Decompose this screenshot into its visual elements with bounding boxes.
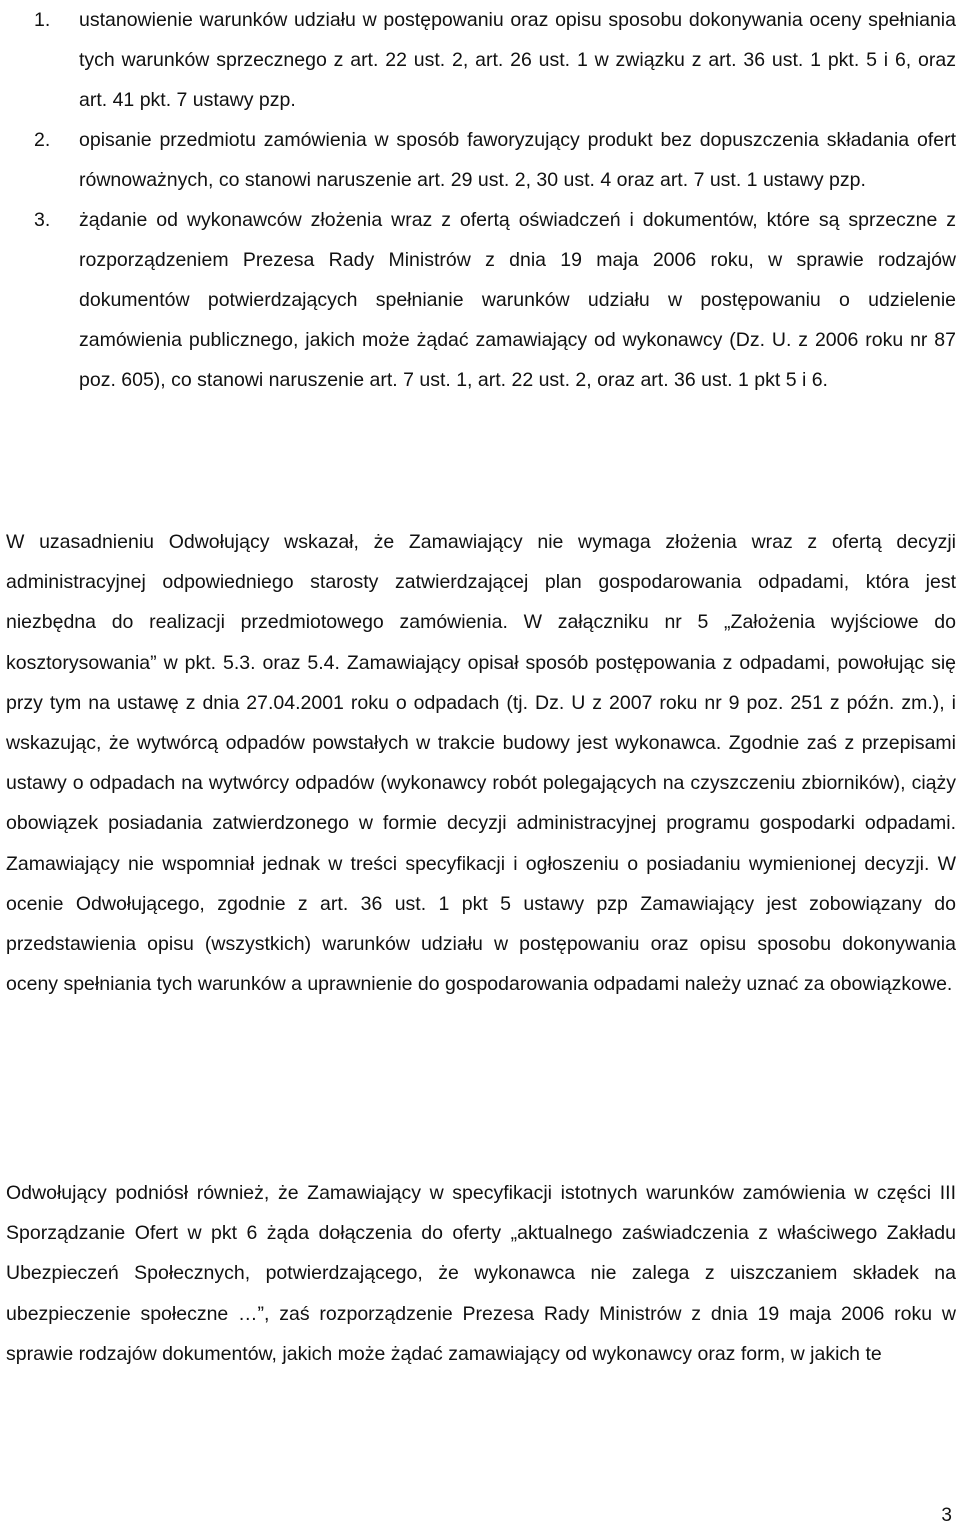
list-item-text: ustanowienie warunków udziału w postępowaniu oraz opisu sposobu dokonywania oceny spełniania tych warunków sprzecznego z art. 22 ust. 2, art. 26 ust. 1 w związku z art. 36 ust. 1 pkt. 5 i 6, oraz art. 41 pkt. 7 ustawy pzp. — [79, 9, 956, 111]
list-item-text: żądanie od wykonawców złożenia wraz z ofertą oświadczeń i dokumentów, które są sprzeczne z rozporządzeniem Prezesa Rady Ministrów z dnia 19 maja 2006 roku, w sprawie rodzajów dokumentów potwierdzających spełnianie warunków udziału w postępowaniu o udzielenie zamówienia publicznego, jakich może żądać zamawiający od wykonawcy (Dz. U. z 2006 roku nr 87 poz. 605), co stanowi naruszenie art. 7 ust. 1, art. 22 ust. 2, oraz art. 36 ust. 1 pkt 5 i 6. — [79, 209, 956, 391]
list-item — [34, 200, 956, 400]
list-item — [34, 120, 956, 200]
page-number: 3 — [941, 1505, 952, 1526]
list-item-number: 1. — [34, 9, 51, 31]
list-item-text: opisanie przedmiotu zamówienia w sposób faworyzujący produkt bez dopuszczenia składania ofert równoważnych, co stanowi naruszenie art. 29 ust. 2, 30 ust. 4 oraz art. 7 ust. 1 ustawy pzp. — [79, 129, 956, 191]
further-objection-paragraph: Odwołujący podniósł również, że Zamawiający w specyfikacji istotnych warunków zamówienia w części III Sporządzanie Ofert w pkt 6 żąda dołączenia do oferty „aktualnego zaświadczenia z właściwego Zakładu Ubezpieczeń Społecznych, potwierdzającego, że wykonawca nie zalega z uiszczaniem składek na ubezpieczenie społeczne …”, zaś rozporządzenie Prezesa Rady Ministrów z dnia 19 maja 2006 roku w sprawie rodzajów dokumentów, jakich może żądać zamawiający od wykonawcy oraz form, w jakich te — [6, 1182, 956, 1365]
list-item-number: 2. — [34, 129, 51, 151]
justification-paragraph: W uzasadnieniu Odwołujący wskazał, że Zamawiający nie wymaga złożenia wraz z ofertą decyzji administracyjnej odpowiedniego starosty zatwierdzającej plan gospodarowania odpadami, która jest niezbędna do realizacji przedmiotowego zamówienia. W załączniku nr 5 „Założenia wyjściowe do kosztorysowania” w pkt. 5.3. oraz 5.4. Zamawiający opisał sposób postępowania z odpadami, powołując się przy tym na ustawę z dnia 27.04.2001 roku o odpadach (tj. Dz. U z 2007 roku nr 9 poz. 251 z późn. zm.), i wskazując, że wytwórcą odpadów powstałych w trakcie budowy jest wykonawca. Zgodnie zaś z przepisami ustawy o odpadach na wytwórcy odpadów (wykonawcy robót polegających na czyszczeniu zbiorników), ciąży obowiązek posiadania zatwierdzonego w formie decyzji administracyjnej programu gospodarki odpadami. Zamawiający nie wspomniał jednak w treści specyfikacji i ogłoszeniu o posiadaniu wymienionej decyzji. W ocenie Odwołującego, zgodnie z art. 36 ust. 1 pkt 5 ustawy pzp Zamawiający jest zobowiązany do przedstawienia opisu (wszystkich) warunków udziału w postępowaniu oraz opisu sposobu dokonywania oceny spełniania tych warunków a uprawnienie do gospodarowania odpadami należy uznać za obowiązkowe. — [6, 531, 956, 996]
list-item — [34, 0, 956, 120]
list-item-number: 3. — [34, 209, 51, 231]
objections-list — [34, 0, 956, 400]
